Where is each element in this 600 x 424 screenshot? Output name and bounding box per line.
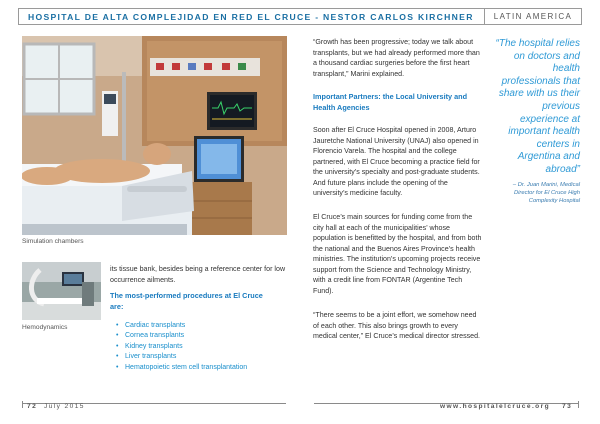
simulation-chambers-photo bbox=[22, 36, 287, 235]
pull-quote: “The hospital relies on doctors and health professionals that share with us their previous experience at important health centers in Argentina and abroad” bbox=[495, 38, 580, 175]
paragraph-growth-quote: “Growth has been progressive; today we talk about transplants, but we had already performed more than a thousand cardiac surgeries before the first heart transplant,” Marini explained. bbox=[313, 38, 480, 78]
list-item: • Cardiac transplants bbox=[116, 321, 286, 331]
paragraph-university: Soon after El Cruce Hospital opened in 2008, Arturo Jauretche National University (UNAJ) also opened in Florencio Varela. The hospital and the college partnered, with El Cruce becoming a practice field for the university’s specialty and post-graduate students. And future plans include the opening of the university’s medicine faculty. bbox=[313, 126, 480, 197]
list-item: • Cornea transplants bbox=[116, 331, 286, 341]
hemodynamics-room-illustration bbox=[22, 262, 101, 320]
page-number-right: 73 bbox=[562, 403, 573, 410]
paragraph-joint-effort: “There seems to be a joint effort, we somehow need of each other. This also brings growth to every medical center,” El Cruce’s medical director stressed. bbox=[313, 311, 481, 340]
header-divider bbox=[484, 8, 485, 25]
bullet-icon: • bbox=[116, 353, 119, 361]
bullet-icon: • bbox=[116, 342, 119, 350]
page-number-left: 72 bbox=[27, 403, 38, 410]
procedures-list bbox=[116, 321, 286, 373]
footer-tick-right bbox=[578, 401, 579, 408]
bullet-icon: • bbox=[116, 363, 119, 371]
intro-paragraph: its tissue bank, besides being a reference center for low occurrence ailments. bbox=[110, 265, 286, 284]
bullet-icon: • bbox=[116, 322, 119, 329]
photo-main-caption: Simulation chambers bbox=[22, 238, 84, 245]
paragraph-funding: El Cruce’s main sources for funding come from the city hall at each of the municipalities’ whose population is benefitted by the hospital, and from both the national and the Buenos Aires Province’s health ministries. The institution’s upcoming projects receive support from the Science and Technology Ministry, with a credit line from FONTAR (Argentine Tech Fund). bbox=[313, 213, 482, 295]
photo-small-caption: Hemodynamics bbox=[22, 324, 68, 331]
procedures-heading: The most-performed procedures at El Cruce are: bbox=[110, 291, 263, 311]
pull-quote-attribution: – Dr. Juan Marini, Medical Director for El Cruce High Complexity Hospital bbox=[512, 182, 580, 204]
bullet-icon: • bbox=[116, 332, 119, 340]
hemodynamics-photo bbox=[22, 262, 101, 320]
list-item: • Liver transplants bbox=[116, 352, 286, 362]
footer-tick-left bbox=[22, 401, 23, 408]
issue-date: July 2015 bbox=[44, 403, 85, 410]
page-title: HOSPITAL DE ALTA COMPLEJIDAD EN RED EL CRUCE - NESTOR CARLOS KIRCHNER bbox=[28, 12, 474, 22]
simulation-room-illustration bbox=[22, 36, 287, 235]
list-item: • Kidney transplants bbox=[116, 342, 286, 352]
list-item: • Hematopoietic stem cell transplantation bbox=[116, 363, 286, 373]
partners-heading: Important Partners: the Local University and Health Agencies bbox=[313, 92, 468, 112]
section-label: LATIN AMERICA bbox=[493, 12, 573, 21]
website-url: www.hospitalelcruce.org bbox=[440, 403, 550, 410]
